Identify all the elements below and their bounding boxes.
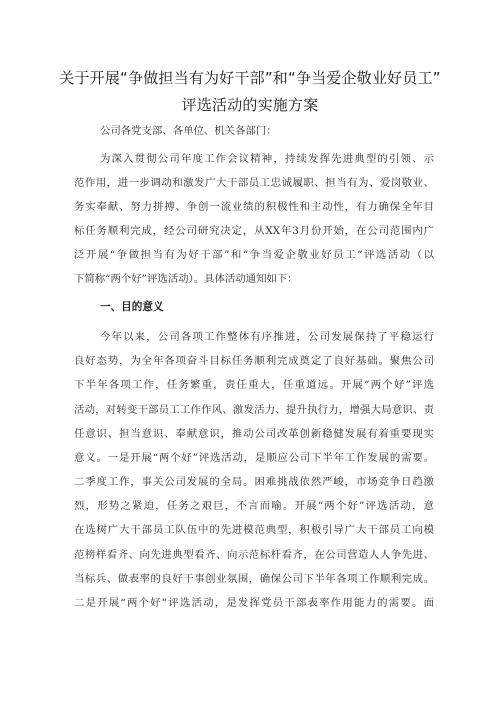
body-line: 在选树广大干部员工队伍中的先进模范典型，积极引导广大干部员工向模 [74, 524, 434, 536]
body-line: 今年以来，公司各项工作整体有序推进，公司发展保持了平稳运行 [100, 331, 434, 343]
intro-line: 泛开展“争做担当有为好干部”和“争当爱企敬业好员工”评选活动（以 [74, 249, 434, 261]
body-line: 下半年各项工作，任务繁重，责任重大，任重道远。开展“两个好”评选 [74, 379, 434, 391]
body-line: 二季度工作，事关公司发展的全局。困难挑战依然严峻，市场竞争日趋激 [74, 476, 434, 488]
intro-line: 务实奉献、努力拼搏、争创一流业绩的积极性和主动性，有力确保全年目 [74, 201, 434, 213]
body-line: 当标兵、做表率的良好干事创业氛围，确保公司下半年各项工作顺利完成。 [74, 573, 434, 585]
body-line: 活动，对转变干部员工工作作风、激发活力、提升执行力，增强大局意识、责 [74, 404, 434, 416]
body-line: 良好态势，为全年各项奋斗目标任务顺利完成奠定了良好基础。聚焦公司 [74, 355, 434, 367]
body-line: 烈，形势之紧迫，任务之艰巨，不言而喻。开展“两个好”评选活动，意 [74, 500, 434, 512]
body-line: 二是开展“两个好”评选活动，是发挥党员干部表率作用能力的需要。面 [74, 597, 434, 609]
intro-line: 标任务顺利完成，经公司研究决定，从XX年3月份开始，在公司范围内广 [74, 225, 434, 237]
intro-line: 范作用，进一步调动和激发广大干部员工忠诚履职、担当有为、爱岗敬业、 [74, 177, 434, 189]
document-title-line-2: 评选活动的实施方案 [181, 96, 319, 114]
document-title-line-1: 关于开展“争做担当有为好干部”和“争当爱企敬业好员工” [59, 69, 441, 87]
body-line: 意义。一是开展“两个好”评选活动，是顺应公司下半年工作发展的需要。 [74, 452, 434, 464]
intro-line: 下简称“两个好”评选活动）。具体活动通知如下： [74, 273, 298, 285]
intro-line: 为深入贯彻公司年度工作会议精神，持续发挥先进典型的引领、示 [100, 153, 434, 165]
salutation: 公司各党支部、各单位、机关各部门： [100, 125, 277, 137]
body-line: 任意识、担当意识、奉献意识，推动公司改革创新稳健发展有着重要现实 [74, 428, 434, 440]
section-heading: 一、目的意义 [100, 301, 164, 313]
body-line: 范榜样看齐、向先进典型看齐、向示范标杆看齐，在公司营造人人争先进、 [74, 549, 434, 561]
